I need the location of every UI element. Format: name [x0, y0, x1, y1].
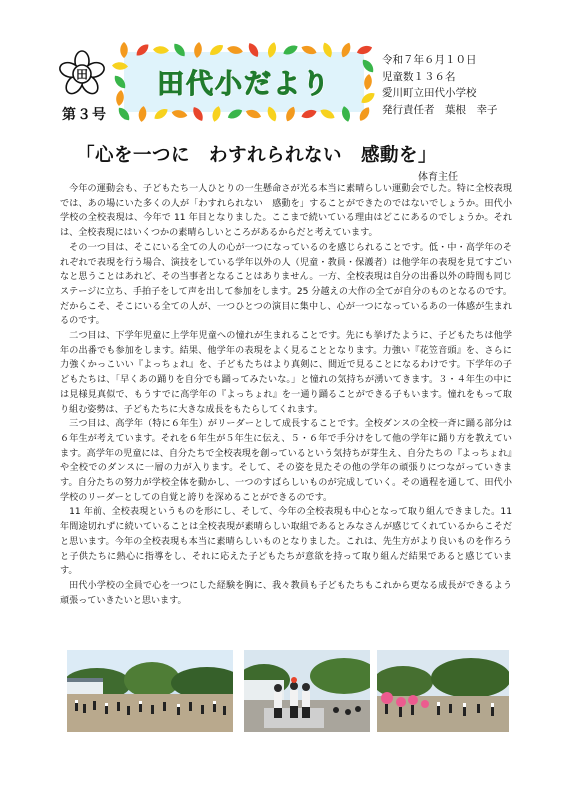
issue-date: 令和７年６月１０日	[382, 54, 477, 66]
photo-students-dancing	[244, 650, 370, 732]
student-count: 児童数１３６名	[382, 70, 456, 83]
issue-info	[382, 52, 498, 118]
newsletter-title: 田代小だより	[157, 69, 331, 100]
article-author: 体育主任	[418, 172, 458, 183]
issue-number: 第３号	[62, 107, 107, 123]
photo-pink-pompoms	[377, 650, 509, 732]
title-banner	[110, 40, 378, 124]
publisher: 発行責任者 葉根 幸子	[382, 103, 498, 116]
paragraph: 二つ目は、下学年児童に上学年児童への憧れが生まれることです。先にも挙げたように、子どもたちは他学年の出番でも参加をします。結果、他学年の表現をよく見ることとなります。力強い『花笠音頭』を、さらに力強くかっこいい『よっちょれ』を、子どもたちはより真剣に、間近で見ることになるわけです。下学年の子どもたちは、「早くあの踊りを自分でも踊ってみたいな。」と憧れの気持ちが湧いてきます。３・４年生の中には見様見真似で、もうすでに高学年の『よっちょれ』を一通り踊ることができる子もいます。憧れをもって取り組む姿勢は、子どもたちに大きな成長をもたらしてくれます。	[60, 331, 512, 415]
paragraph: 田代小学校の全員で心を一つにした経験を胸に、我々教員も子どもたちもこれから更なる成長ができるよう頑張っていきたいと思います。	[60, 580, 512, 606]
article-body	[60, 182, 512, 608]
school-emblem-icon	[58, 50, 106, 98]
paragraph: 三つ目は、高学年（特に６年生）がリーダーとして成長することです。全校ダンスの全校一斉に踊る部分は６年生が考えています。それを６年生が５年生に伝え、５・６年で手分けをして他の学年に踊り方を教えています。高学年の児童には、自分たちで全校表現を創っているという気持ちが芽生え、自分たちの『よっちょれ』や全校でのダンスに一層の力が入ります。そして、その姿を見たその他の学年の頑張りにつながっていきます。自分たちの努力が学校全体を動かし、一つのすばらしいものが完成していく。その過程を通して、田代小学校のリーダーとしての自覚と誇りを深めることができるのです。	[60, 419, 512, 503]
emblem-glyph: 田	[75, 67, 89, 82]
paragraph: その一つ目は、そこにいる全ての人の心が一つになっているのを感じられることです。低・中・高学年のそれぞれで表現を行う場合、演技をしている学年以外の人（児童・教員・保護者）は他学年の表現を見てすごいなと思うことはあれど、その当事者となることはありません。一方、全校表現は自分の出番以外の時間も同じステージに立ち、手拍子をして声を出して参加をします。25 分越えの大作の全てが自分のものとなるのです。だからこそ、そこにいる全ての人が、一つひとつの演目に集中し、心が一つになっているあの一体感が生まれるのです。	[60, 242, 512, 327]
school-name: 愛川町立田代小学校	[382, 87, 477, 100]
article-headline: 「心を一つに わすれられない 感動を」	[76, 145, 438, 166]
paragraph: 11 年前、全校表現というものを形にし、そして、今年の全校表現も中心となって取り組んできました。11 年間途切れずに続いていることは全校表現が素晴らしい取組であるとみなさんが感じてくれているからこそだと思います。今年の全校表現も本当に素晴らしいものとなりました。これは、先生方がより良いものを作ろうと子供たちに熱心に指導をし、それに応えた子どもたちが意欲を持って取り組んだ結果であると感じています。	[60, 507, 512, 577]
paragraph: 今年の運動会も、子どもたち一人ひとりの一生懸命さが光る本当に素晴らしい運動会でした。特に全校表現では、あの場にいた多くの人が「わすれられない 感動を」することができたのではないでしょうか。田代小学校の全校表現は、今年で 11 年目となりました。ここまで続いている理由はどこにあるのでしょうか。それは、全校表現にはいくつかの素晴らしいところがあるからだと考えています。	[60, 184, 512, 239]
photo-sports-day-field	[67, 650, 233, 732]
